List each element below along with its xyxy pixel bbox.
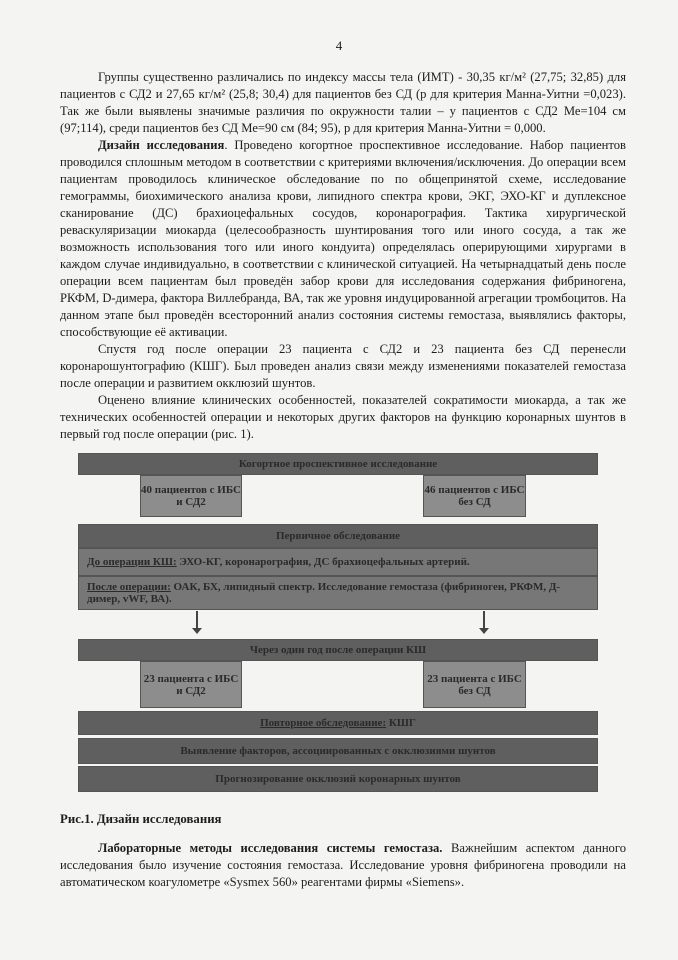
lab-methods-paragraph: Лабораторные методы исследования системы гемостаза. Важнейшим аспектом данного исследования было изучение состояния гемостаза. Исследование уровня фибриногена проводили на автоматическом коагулометре «Sysmex 560» реагентами фирмы «Siemens».	[60, 841, 626, 889]
cohort-box: Когортное проспективное исследование	[78, 453, 598, 475]
figure-caption: Рис.1. Дизайн исследования	[60, 812, 222, 826]
paragraph-design: Дизайн исследования. Проведено когортное проспективное исследование. Набор пациентов проводился сплошным методом в соответствии с критериями включения/исключения. До операции всем пациентам проводилось клиническое обследование по по общепринятой схеме, исследование гемограммы, биохимического анализа крови, липидного спектра крови, ЭКГ, ЭХО-КГ и дуплексное сканирование (ДС) брахиоцефальных сосудов, коронарография. Тактика хирургической реваскуляризации миокарда (целесообразность шунтирования того или иного сосуда, а так же возможность использования того или иного кондуита) определялась оперирующими хирургами в каждом случае индивидуально, в соответствии с клинической ситуацией. На четырнадцатый день после операции всем пациентам был проведён забор крови для исследования содержания фибриногена, РКФМ, D-димера, фактора Виллебранда, ВА, так же уровня индуцированной агрегации тромбоцитов. На данном этапе был проведён всесторонний анализ состояния системы гемостаза, выявлялись факторы, способствующие её активации.	[60, 138, 626, 339]
before-box: До операции КШ: ЭХО-КГ, коронарография, ДС брахиоцефальных артерий.	[78, 548, 598, 576]
after-box: После операции: ОАК, БХ, липидный спектр. Исследование гемостаза (фибриноген, РКФМ, Д-димер, vWF, ВА).	[78, 576, 598, 610]
repeat-box: Повторное обследование: КШГ	[78, 711, 598, 735]
design-heading: Дизайн исследования	[98, 138, 225, 152]
arrow-right	[483, 611, 485, 629]
arrow-left	[196, 611, 198, 629]
group1-box: 40 пациентов с ИБС и СД2	[140, 475, 242, 517]
study-design-diagram	[78, 453, 598, 803]
group4-box: 23 пациента с ИБС без СД	[423, 661, 526, 708]
forecast-box: Прогнозирование окклюзий коронарных шунтов	[78, 766, 598, 792]
body-text	[60, 69, 626, 443]
page-number: 4	[335, 38, 343, 53]
paragraph-kshg: Спустя год после операции 23 пациента с СД2 и 23 пациента без СД перенесли коронарошунтографию (КШГ). Был проведен анализ связи между изменениями показателей гемостаза после операции и развитием окклюзий шунтов.	[60, 342, 626, 390]
primary-box: Первичное обследование	[78, 524, 598, 548]
paragraph-bmi: Группы существенно различались по индексу массы тела (ИМТ) - 30,35 кг/м² (27,75; 32,85) для пациентов с СД2 и 27,65 кг/м² (25,8; 30,4) для пациентов без СД (р для критерия Манна-Уитни =0,023). Так же были выявлены значимые различия по окружности талии – у пациентов с СД2 Ме=104 см (97;114), среди пациентов без СД Ме=90 см (84; 95), р для критерия Манна-Уитни = 0,000.	[60, 70, 626, 135]
paragraph-influence: Оценено влияние клинических особенностей, показателей сократимости миокарда, а так же технических особенностей операции и некоторых других факторов на функцию коронарных шунтов в первый год после операции (рис. 1).	[60, 393, 626, 441]
lab-heading: Лабораторные методы исследования системы гемостаза.	[98, 841, 443, 855]
group3-box: 23 пациента с ИБС и СД2	[140, 661, 242, 708]
year-later-box: Через один год после операции КШ	[78, 639, 598, 661]
group2-box: 46 пациентов с ИБС без СД	[423, 475, 526, 517]
factors-box: Выявление факторов, ассоциированных с окклюзиями шунтов	[78, 738, 598, 764]
